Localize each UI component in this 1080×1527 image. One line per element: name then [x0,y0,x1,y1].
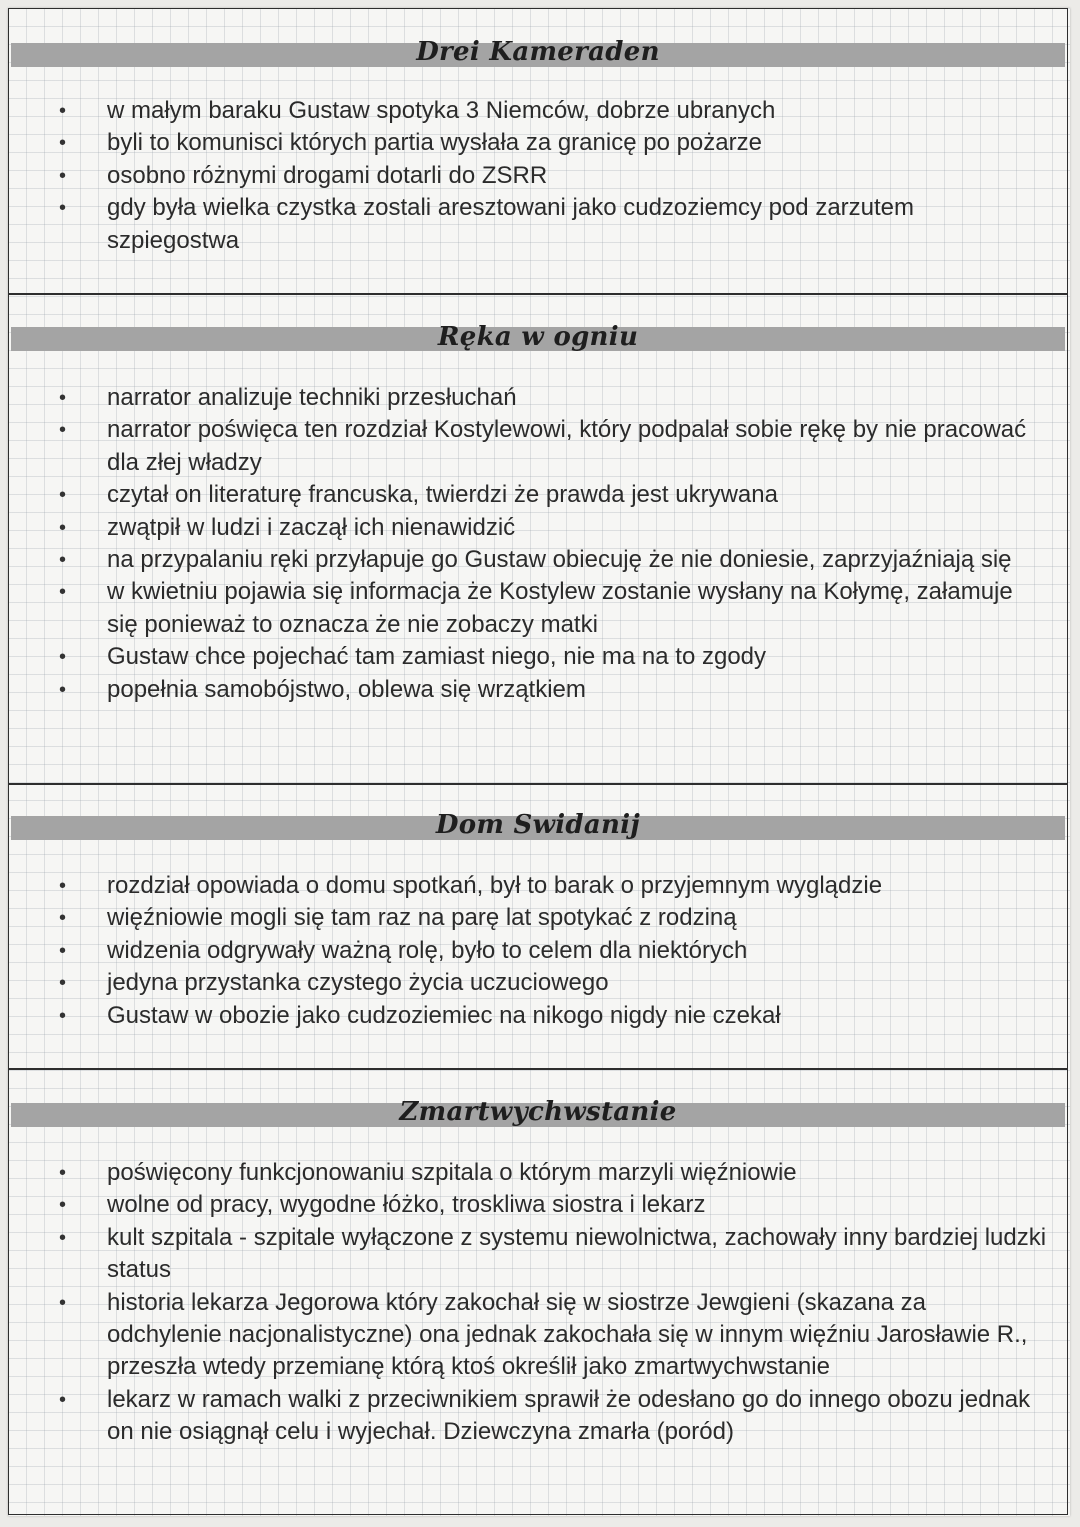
list-item [9,1222,1047,1287]
bullet-icon: • [59,387,67,409]
list-item-text: widzenia odgrywały ważną rolę, było to celem dla niektórych [107,936,748,964]
bullet-icon: • [59,549,67,572]
bullet-icon: • [59,1226,67,1249]
bullet-icon: • [59,100,67,122]
list-item [9,902,1047,934]
list-item-text: osobno różnymi drogami dotarli do ZSRR [107,161,548,189]
section-title: Zmartwychwstanie [399,1097,677,1127]
notebook-page [8,8,1070,1516]
bullet-icon: • [59,972,67,995]
list-item [9,1189,1047,1221]
list-item-text: Gustaw chce pojechać tam zamiast niego, nie ma na to zgody [107,643,767,671]
bullet-list [9,382,1047,706]
list-item [9,160,1047,192]
list-item [9,479,1047,511]
list-item-text: wolne od pracy, wygodne łóżko, troskliwa siostra i lekarz [107,1191,706,1219]
list-item [9,1157,1047,1189]
bullet-icon: • [59,484,67,507]
bullet-icon: • [59,581,67,604]
list-item-text: zwątpił w ludzi i zaczął ich nienawidzić [107,513,516,541]
list-item [9,192,1047,257]
list-item-text: lekarz w ramach walki z przeciwnikiem sprawił że odesłano go do innego obozu jednak on nie osiągnął celu i wyjechał. Dziewczyna zmarła (poród) [107,1385,1031,1446]
bullet-icon: • [59,1388,67,1411]
list-item [9,512,1047,544]
list-item [9,382,1047,414]
bullet-icon: • [59,1291,67,1314]
list-item [9,1287,1047,1384]
list-item-text: kult szpitala - szpitale wyłączone z systemu niewolnictwa, zachowały inny bardziej ludzki status [107,1223,1047,1284]
bullet-icon: • [59,646,67,669]
list-item-text: historia lekarza Jegorowa który zakochał się w siostrze Jewgieni (skazana za odchylenie nacjonalistyczne) ona jednak zakochała się w innym więźniu Jarosławie R., przeszła wtedy przemianę którą ktoś określił jako zmartwychwstanie [107,1288,1028,1381]
list-item [9,127,1047,159]
list-item [9,414,1047,479]
list-item-text: jedyna przystanka czystego życia uczuciowego [107,969,609,997]
section-drei-kameraden [8,8,1068,295]
bullet-icon: • [59,1194,67,1217]
section-title: Dom Swidanij [435,810,641,840]
bullet-list [9,870,1047,1032]
list-item [9,1384,1047,1449]
list-item [9,870,1047,902]
bullet-icon: • [59,907,67,930]
list-item-text: rozdział opowiada o domu spotkań, był to barak o przyjemnym wyglądzie [107,872,883,899]
list-item-text: narrator analizuje techniki przesłuchań [107,384,517,411]
list-item-text: w małym baraku Gustaw spotyka 3 Niemców, dobrze ubranych [107,97,776,124]
list-item-text: popełnia samobójstwo, oblewa się wrzątkiem [107,675,586,703]
section-dom-swidanij [8,783,1068,1070]
bullet-icon: • [59,164,67,187]
bullet-icon: • [59,678,67,701]
bullet-icon: • [59,132,67,155]
list-item-text: gdy była wielka czystka zostali aresztowani jako cudzoziemcy pod zarzutem szpiegostwa [107,194,915,254]
list-item-text: czytał on literaturę francuska, twierdzi że prawda jest ukrywana [107,481,778,509]
list-item [9,544,1047,576]
list-item [9,641,1047,673]
list-item [9,967,1047,999]
list-item-text: na przypalaniu ręki przyłapuje go Gustaw obiecuję że nie doniesie, zaprzyjaźniają się [107,546,1012,574]
list-item [9,674,1047,706]
list-item-text: narrator poświęca ten rozdział Kostylewowi, który podpalał sobie rękę by nie pracować dla złej władzy [107,416,1027,476]
bullet-icon: • [59,516,67,539]
list-item-text: poświęcony funkcjonowaniu szpitala o którym marzyli więźniowie [107,1159,797,1186]
list-item-text: w kwietniu pojawia się informacja że Kostylew zostanie wysłany na Kołymę, załamuje się ponieważ to oznacza że nie zobaczy matki [107,578,1013,638]
list-item-text: Gustaw w obozie jako cudzoziemiec na nikogo nigdy nie czekał [107,1001,781,1029]
list-item [9,935,1047,967]
bullet-icon: • [59,197,67,220]
list-item [9,1000,1047,1032]
section-title: Ręka w ogniu [437,322,639,352]
bullet-icon: • [59,1162,67,1184]
list-item-text: byli to komunisci których partia wysłała za granicę po pożarze [107,129,762,157]
bullet-icon: • [59,1004,67,1027]
list-item [9,576,1047,641]
bullet-list [9,95,1047,257]
bullet-icon: • [59,939,67,962]
list-item [9,95,1047,127]
list-item-text: więźniowie mogli się tam raz na parę lat spotykać z rodziną [107,904,737,932]
bullet-icon: • [59,419,67,442]
section-reka-w-ogniu [8,293,1068,785]
section-title: Drei Kameraden [416,37,660,67]
bullet-icon: • [59,875,67,897]
bullet-list [9,1157,1047,1449]
section-zmartwychwstanie [8,1068,1068,1515]
